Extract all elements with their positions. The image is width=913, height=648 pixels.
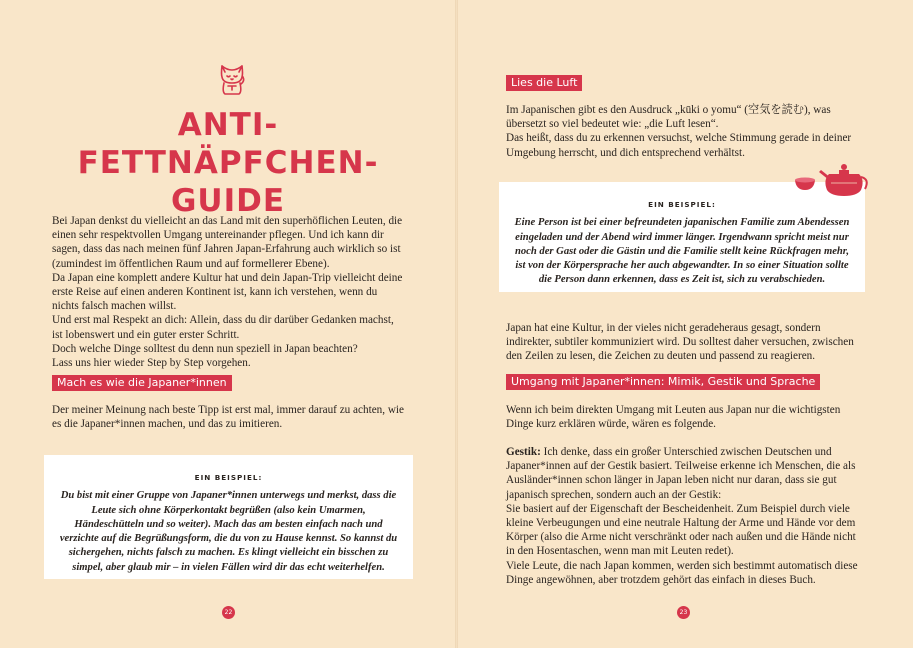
read-air-text: [506, 103, 858, 160]
intro-paragraph: Lass uns hier wieder Step by Step vorgehen.: [52, 357, 251, 370]
page-number-right: 23: [677, 606, 690, 619]
interaction-intro: [506, 403, 858, 431]
gestik-paragraph: Sie basiert auf der Eigenschaft der Bescheidenheit. Zum Beispiel durch viele kleine Verbeugungen und eine neutrale Haltung der Arme und Hände vor dem Körper (also die Arme nicht verschränkt oder nach außen und die Hände nicht in den Hosentaschen, wenn man mit Leuten redet).: [506, 502, 856, 558]
example-text: Eine Person ist bei einer befreundeten japanischen Familie zum Abendessen eingeladen und der Abend wird immer länger. Irgendwann spricht meist nur noch der Gast oder die Gästin und die Familie stellt keine Rückfragen mehr, ist von der Körpersprache her auch abgewandter. In so einer Situation sollte die Person dann erkennen, dass es Zeit ist, sich zu verabschieden.: [514, 217, 850, 286]
intro-paragraph: Und erst mal Respekt an dich: Allein, dass du dir darüber Gedanken machst, ist lobenswert und ein guter erster Schritt.: [52, 314, 394, 341]
gestik-paragraph: [506, 445, 858, 502]
imitate-text: [52, 403, 404, 431]
intro-paragraph: Da Japan eine komplett andere Kultur hat und dein Japan-Trip vielleicht deine erste Reise auf einen anderen Kontinent ist, kann ich verstehen, wenn du nichts falsch machen willst.: [52, 271, 403, 313]
intro-text: [52, 214, 404, 370]
example-label: EIN BEISPIEL:: [648, 200, 716, 209]
gestik-text: [506, 445, 858, 587]
right-page: [457, 0, 913, 648]
gestik-body: Ich denke, dass ein großer Unterschied zwischen Deutschen und Japaner*innen auf der Gestik basiert. Teilweise erkenne ich Menschen, die als Ausländer*innen schon länger in Japan leben nicht nur daran, dass sie gut japanisch sprechen, sondern auch an der Gestik:: [506, 446, 856, 501]
read-air-paragraph: Im Japanischen gibt es den Ausdruck „kūki o yomu“ (空気を読む), was übersetzt so viel bedeutet wie: „die Luft lesen“.: [506, 104, 831, 131]
example-box-left: [44, 455, 413, 579]
gestik-paragraph: Viele Leute, die nach Japan kommen, werden sich bestimmt automatisch diese Dinge angewöhnen, aber trotzdem gehört das einfach in dieses Buch.: [506, 559, 858, 586]
left-page: [0, 0, 456, 648]
imitate-paragraph: Der meiner Meinung nach beste Tipp ist erst mal, immer darauf zu achten, wie es die Japaner*innen machen, und das zu imitieren.: [52, 404, 404, 431]
example-text: Du bist mit einer Gruppe von Japaner*innen unterwegs und merkst, dass die Leute sich ohne Körperkontakt begrüßen (also kein Umarmen, Händeschütteln und so weiter). Mach das am besten einfach nach und verzichte auf die Begrüßungsform, die du von zu Hause kennst. So kannst du sichergehen, nichts falsch zu machen. Es klingt vielleicht ein bisschen zu simpel, aber glaub mir – in vielen Fällen wird dir das echt weiterhelfen.: [59, 490, 398, 573]
example-label: EIN BEISPIEL:: [194, 473, 263, 482]
title-line-1: ANTI-FETTNÄPFCHEN-: [77, 107, 379, 181]
interaction-paragraph: Wenn ich beim direkten Umgang mit Leuten aus Japan nur die wichtigsten Dinge kurz erklären würde, wären es folgende.: [506, 404, 841, 431]
gestik-label: Gestik:: [506, 446, 541, 458]
title-line-2: GUIDE: [170, 183, 286, 219]
section-heading-interaction: Umgang mit Japaner*innen: Mimik, Gestik und Sprache: [506, 374, 820, 390]
section-heading-read-air: Lies die Luft: [506, 75, 582, 91]
page-title: [30, 106, 426, 220]
intro-paragraph: Bei Japan denkst du vielleicht an das Land mit den superhöflichen Leuten, die einen sehr respektvollen Umgang untereinander pflegen. Und ich kann dir sagen, dass das nach meinen fünf Jahren Japan-Erfahrung auch wirklich so ist (zumindest im öffentlichen Raum und auf formellerer Ebene).: [52, 215, 403, 270]
teapot-cup-icon: [793, 160, 877, 200]
page-number-left: 22: [222, 606, 235, 619]
culture-paragraph: Japan hat eine Kultur, in der vieles nicht geradeheraus gesagt, sondern indirekter, subtiler kommuniziert wird. Du solltest daher versuchen, zwischen den Zeilen zu lesen, die Zeichen zu deuten und passend zu reagieren.: [506, 322, 854, 363]
culture-text: [506, 321, 858, 364]
intro-paragraph: Doch welche Dinge solltest du denn nun speziell in Japan beachten?: [52, 342, 358, 355]
section-heading-imitate: Mach es wie die Japaner*innen: [52, 375, 232, 391]
read-air-paragraph: Das heißt, dass du zu erkennen versuchst, welche Stimmung gerade in deiner Umgebung herrscht, und dich entsprechend verhältst.: [506, 132, 852, 159]
maneki-neko-icon: [216, 62, 248, 96]
